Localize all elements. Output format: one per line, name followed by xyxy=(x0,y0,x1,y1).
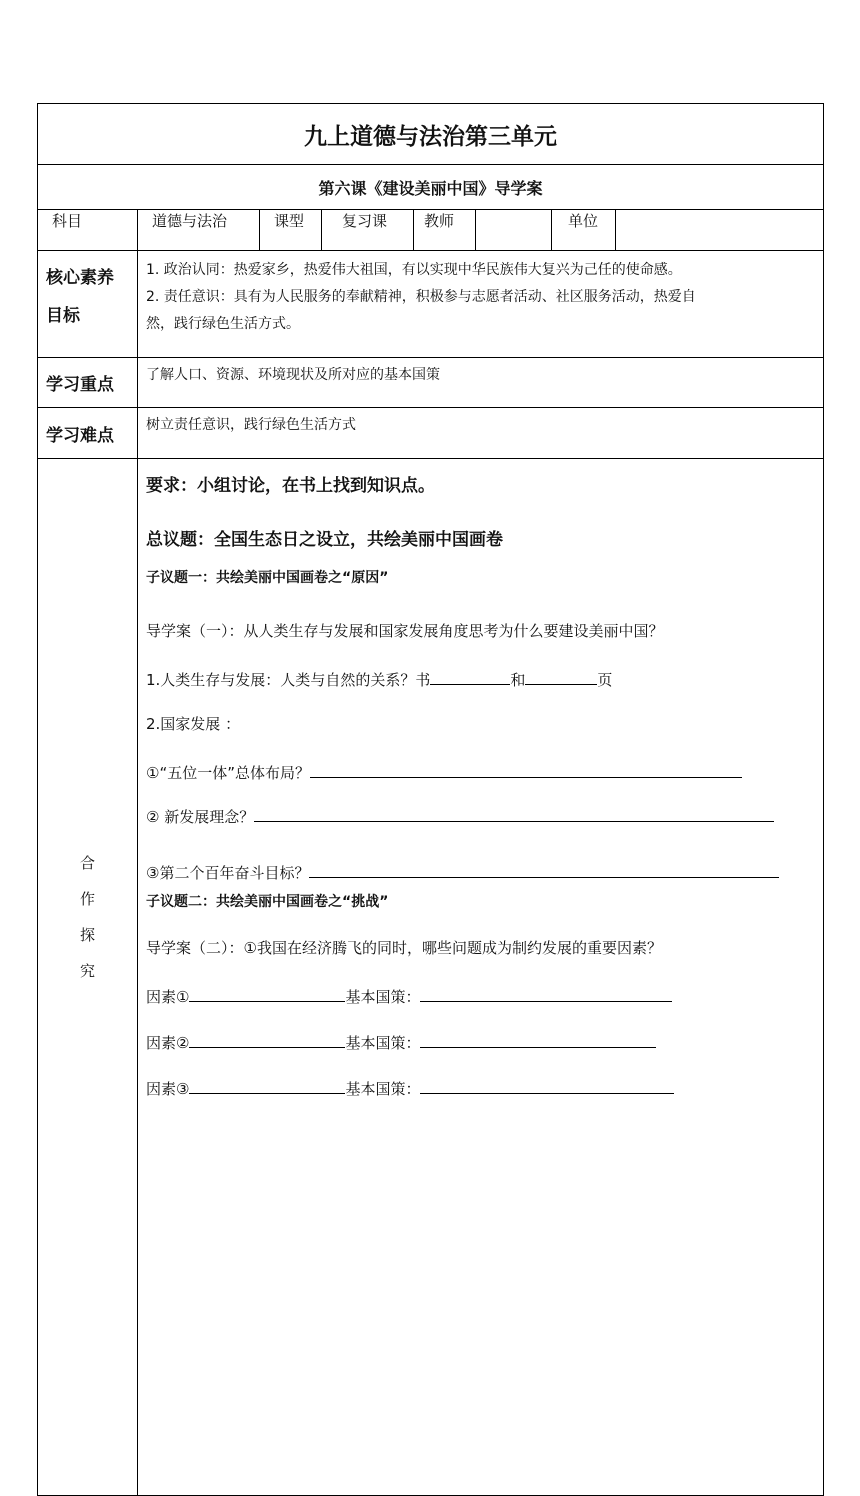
factor-two-label: 因素② xyxy=(146,1034,190,1052)
learning-difficulty-label: 学习难点 xyxy=(38,408,138,459)
factor-row-one xyxy=(146,983,672,1007)
policy-blank[interactable] xyxy=(420,1029,656,1048)
cooperation-row xyxy=(38,459,824,1496)
document-title: 九上道德与法治第三单元 xyxy=(38,104,824,165)
cooperation-label-char: 合 xyxy=(79,854,95,872)
answer-blank[interactable] xyxy=(254,803,774,822)
question-two-three xyxy=(146,859,779,883)
core-text-line2: 2. 责任意识：具有为人民服务的奉献精神，积极参与志愿者活动、社区服务活动，热爱自 xyxy=(146,289,696,305)
question-two-one-text: ①“五位一体”总体布局？ xyxy=(146,764,310,782)
unit-label: 单位 xyxy=(552,210,616,251)
policy-label: 基本国策： xyxy=(345,988,421,1006)
cooperation-content xyxy=(138,459,824,1496)
policy-label: 基本国策： xyxy=(345,1080,421,1098)
question-two-one xyxy=(146,759,742,783)
subject-value: 道德与法治 xyxy=(138,210,260,251)
core-literacy-text xyxy=(138,251,824,358)
cooperation-label xyxy=(38,459,138,1496)
requirement-text: 要求：小组讨论，在书上找到知识点。 xyxy=(146,476,435,496)
core-literacy-row xyxy=(38,251,824,358)
factor-one-label: 因素① xyxy=(146,988,190,1006)
learning-focus-text: 了解人口、资源、环境现状及所对应的基本国策 xyxy=(138,358,824,408)
factor-blank[interactable] xyxy=(189,1029,345,1048)
core-text-line1: 1. 政治认同：热爱家乡，热爱伟大祖国，有以实现中华民族伟大复兴为己任的使命感。 xyxy=(146,262,682,278)
main-topic: 总议题：全国生态日之设立，共绘美丽中国画卷 xyxy=(146,530,503,550)
teacher-label: 教师 xyxy=(414,210,476,251)
core-label-line1: 核心素养 xyxy=(46,268,114,288)
unit-value xyxy=(616,210,824,251)
core-text-line3: 然，践行绿色生活方式。 xyxy=(146,316,300,332)
sub-topic-one: 子议题一：共绘美丽中国画卷之“原因” xyxy=(146,570,389,586)
cooperation-label-char: 作 xyxy=(79,890,95,908)
question-one-suffix: 页 xyxy=(597,671,613,689)
lesson-subtitle: 第六课《建设美丽中国》导学案 xyxy=(38,165,824,210)
teacher-value xyxy=(476,210,552,251)
sub-topic-two: 子议题二：共绘美丽中国画卷之“挑战” xyxy=(146,894,389,910)
answer-blank[interactable] xyxy=(309,859,779,878)
policy-blank[interactable] xyxy=(420,1075,674,1094)
meta-row xyxy=(38,210,824,251)
learning-focus-label: 学习重点 xyxy=(38,358,138,408)
guide-one: 导学案（一）：从人类生存与发展和国家发展角度思考为什么要建设美丽中国？ xyxy=(146,622,664,640)
question-two-three-text: ③第二个百年奋斗目标？ xyxy=(146,864,310,882)
guide-two: 导学案（二）：①我国在经济腾飞的同时，哪些问题成为制约发展的重要因素？ xyxy=(146,939,662,957)
book-page-blank[interactable] xyxy=(430,666,510,685)
subject-label: 科目 xyxy=(38,210,138,251)
learning-focus-row xyxy=(38,358,824,408)
factor-row-two xyxy=(146,1029,656,1053)
question-two-two-text: ② 新发展理念？ xyxy=(146,808,255,826)
question-one xyxy=(146,666,612,690)
question-two: 2.国家发展 ： xyxy=(146,715,241,733)
cooperation-label-char: 究 xyxy=(79,962,95,980)
factor-blank[interactable] xyxy=(189,983,345,1002)
type-value: 复习课 xyxy=(322,210,414,251)
cooperation-label-char: 探 xyxy=(79,926,95,944)
lesson-plan-table xyxy=(37,103,824,1496)
question-two-two xyxy=(146,803,774,827)
core-literacy-label xyxy=(38,251,138,358)
question-one-mid: 和 xyxy=(510,671,526,689)
policy-blank[interactable] xyxy=(420,983,672,1002)
policy-label: 基本国策： xyxy=(345,1034,421,1052)
answer-blank[interactable] xyxy=(310,759,742,778)
factor-three-label: 因素③ xyxy=(146,1080,190,1098)
type-label: 课型 xyxy=(260,210,322,251)
factor-blank[interactable] xyxy=(189,1075,345,1094)
core-label-line2: 目标 xyxy=(46,306,80,326)
factor-row-three xyxy=(146,1075,674,1099)
book-page-blank[interactable] xyxy=(525,666,597,685)
learning-difficulty-row xyxy=(38,408,824,459)
learning-difficulty-text: 树立责任意识，践行绿色生活方式 xyxy=(138,408,824,459)
question-one-prefix: 1.人类生存与发展：人类与自然的关系？书 xyxy=(146,671,431,689)
